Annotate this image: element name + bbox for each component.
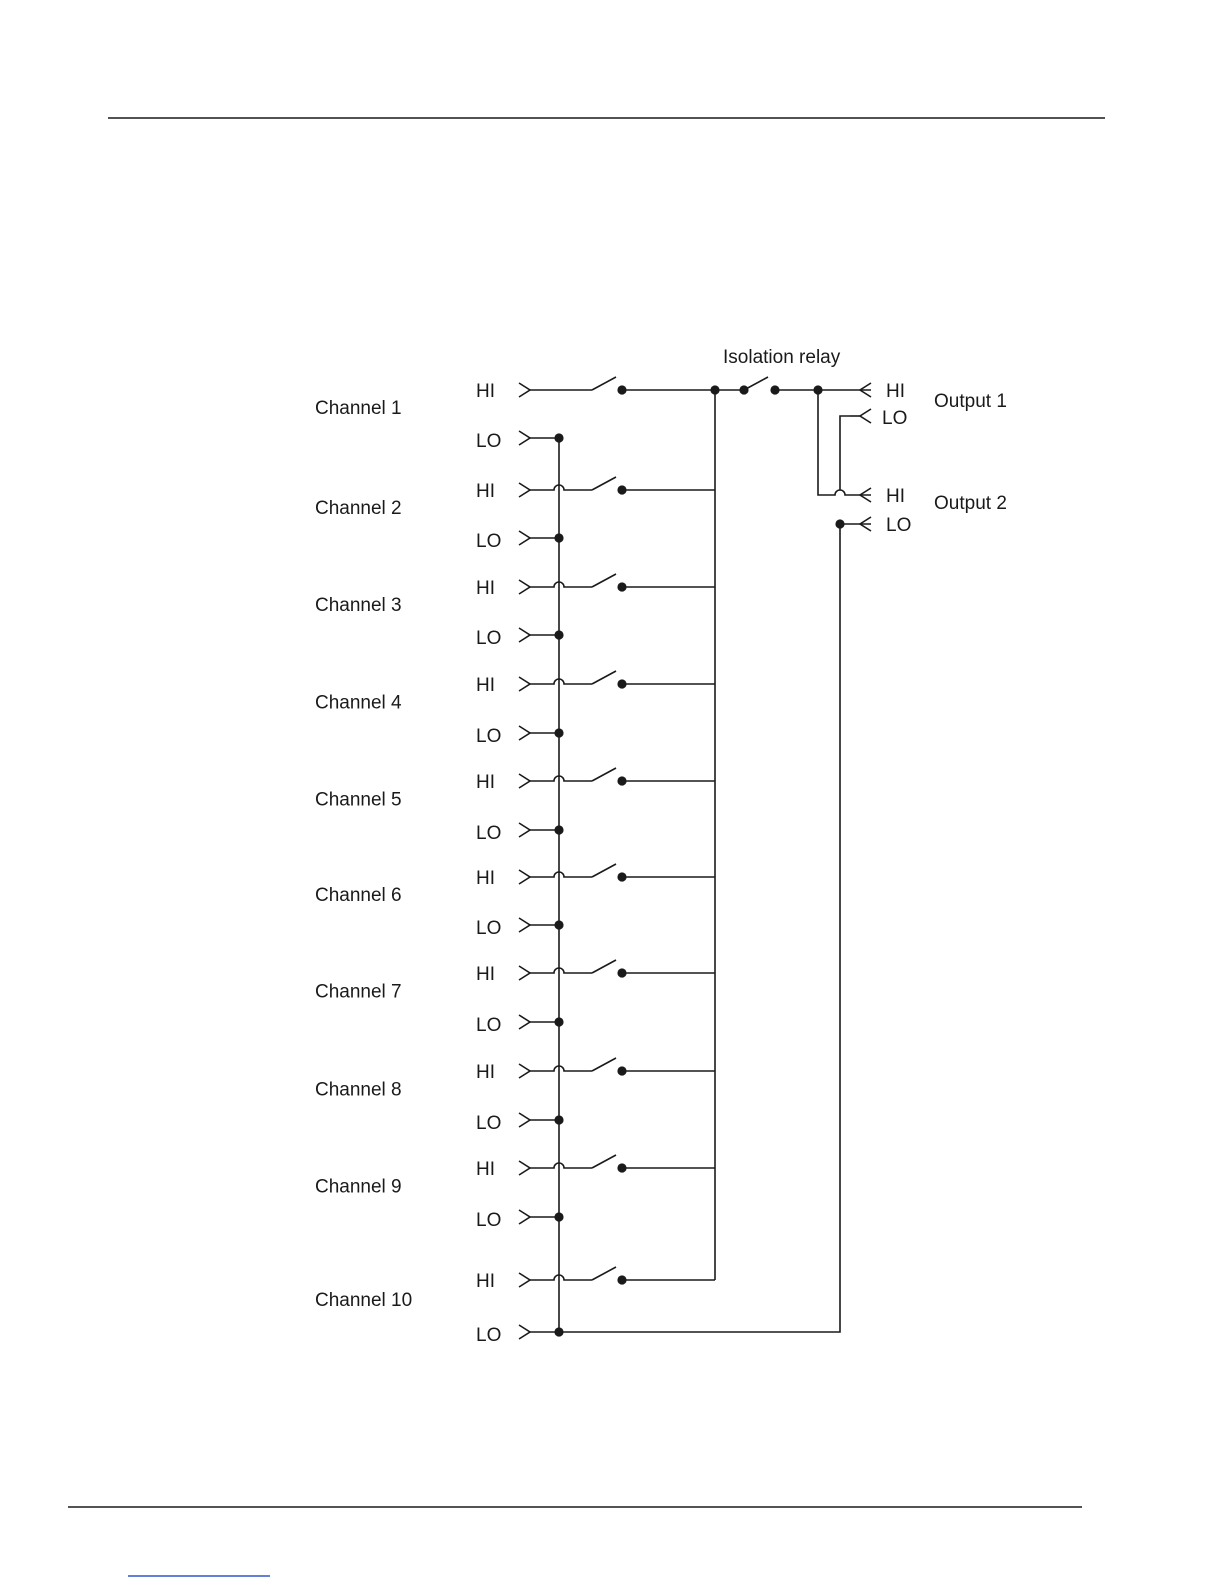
channel-label: Channel 8 bbox=[315, 1079, 402, 1101]
output1-lo-spur bbox=[840, 416, 850, 490]
hi-terminal-chevron-icon bbox=[519, 1064, 530, 1078]
channel-2 bbox=[315, 477, 715, 552]
hi-terminal-label: HI bbox=[476, 578, 495, 599]
hi-terminal-chevron-icon bbox=[519, 677, 530, 691]
lo-terminal-chevron-icon bbox=[519, 1113, 530, 1127]
lo-terminal-label: LO bbox=[476, 1015, 502, 1036]
lo-terminal-label: LO bbox=[476, 726, 502, 747]
channel-relay-switch bbox=[592, 477, 616, 490]
channel-relay-switch bbox=[592, 768, 616, 781]
hi-terminal-label: HI bbox=[476, 772, 495, 793]
lo-return-wire bbox=[559, 524, 840, 1332]
hi-wire bbox=[530, 968, 592, 973]
buses-layer bbox=[559, 385, 840, 1332]
channel-label: Channel 10 bbox=[315, 1290, 413, 1311]
hi-terminal-chevron-icon bbox=[519, 966, 530, 980]
output2-hi-label: HI bbox=[886, 486, 905, 507]
lo-terminal-chevron-icon bbox=[519, 823, 530, 837]
hi-wire bbox=[530, 582, 592, 587]
hi-terminal-label: HI bbox=[476, 675, 495, 696]
lo-terminal-label: LO bbox=[476, 628, 502, 649]
hi-wire bbox=[530, 679, 592, 684]
hi-wire bbox=[530, 1275, 592, 1280]
lo-terminal-chevron-icon bbox=[519, 531, 530, 545]
channel-1 bbox=[315, 377, 715, 452]
hi-terminal-chevron-icon bbox=[519, 1273, 530, 1287]
hi-terminal-label: HI bbox=[476, 1271, 495, 1292]
lo-terminal-label: LO bbox=[476, 1113, 502, 1134]
hi-terminal-chevron-icon bbox=[519, 870, 530, 884]
channel-label: Channel 4 bbox=[315, 692, 402, 714]
lo-terminal-chevron-icon bbox=[519, 1325, 530, 1339]
channel-relay-switch bbox=[592, 864, 616, 877]
lo-terminal-chevron-icon bbox=[519, 431, 530, 445]
lo-terminal-label: LO bbox=[476, 1210, 502, 1231]
channel-relay-switch bbox=[592, 671, 616, 684]
hi-terminal-chevron-icon bbox=[519, 483, 530, 497]
output2-label: Output 2 bbox=[934, 493, 1007, 514]
hi-terminal-chevron-icon bbox=[519, 774, 530, 788]
channel-label: Channel 2 bbox=[315, 498, 402, 519]
lo-terminal-label: LO bbox=[476, 531, 502, 552]
lo-terminal-chevron-icon bbox=[519, 726, 530, 740]
hi-wire bbox=[530, 1066, 592, 1071]
channel-label: Channel 9 bbox=[315, 1176, 402, 1198]
channel-label: Channel 1 bbox=[315, 398, 402, 419]
channel-3 bbox=[315, 574, 715, 649]
hi-terminal-label: HI bbox=[476, 1062, 495, 1083]
hi-wire bbox=[530, 872, 592, 877]
channel-label: Channel 7 bbox=[315, 981, 402, 1003]
channel-8 bbox=[315, 1058, 715, 1134]
lo-terminal-label: LO bbox=[476, 823, 502, 844]
channel-5 bbox=[315, 768, 715, 844]
channel-label: Channel 5 bbox=[315, 789, 402, 811]
channel-relay-switch bbox=[592, 574, 616, 587]
channel-6 bbox=[315, 864, 715, 939]
channel-label: Channel 6 bbox=[315, 885, 402, 906]
hi-terminal-label: HI bbox=[476, 481, 495, 502]
output1-lo-label: LO bbox=[882, 408, 908, 429]
channel-relay-switch bbox=[592, 960, 616, 973]
lo-terminal-chevron-icon bbox=[519, 1210, 530, 1224]
isolation-relay-label: Isolation relay bbox=[723, 347, 841, 368]
hi-wire bbox=[530, 776, 592, 781]
channel-label: Channel 3 bbox=[315, 595, 402, 616]
output2-hi-wire bbox=[818, 390, 871, 495]
lo-terminal-chevron-icon bbox=[519, 1015, 530, 1029]
channel-4 bbox=[315, 671, 715, 747]
output-section bbox=[715, 347, 1007, 536]
hi-wire bbox=[530, 485, 592, 490]
output2-lo-node bbox=[835, 519, 844, 528]
hi-terminal-chevron-icon bbox=[519, 580, 530, 594]
isolation-relay-switch bbox=[744, 377, 768, 390]
channel-10 bbox=[315, 1267, 715, 1346]
channel-9 bbox=[315, 1155, 715, 1231]
output1-label: Output 1 bbox=[934, 391, 1007, 412]
hi-wire bbox=[530, 1163, 592, 1168]
hi-terminal-chevron-icon bbox=[519, 1161, 530, 1175]
hi-terminal-label: HI bbox=[476, 868, 495, 889]
hi-terminal-label: HI bbox=[476, 381, 495, 402]
channel-relay-switch bbox=[592, 377, 616, 390]
channel-relay-switch bbox=[592, 1155, 616, 1168]
channels-layer bbox=[315, 377, 715, 1346]
channel-7 bbox=[315, 960, 715, 1036]
channel-relay-switch bbox=[592, 1267, 616, 1280]
output1-hi-label: HI bbox=[886, 381, 905, 402]
hi-terminal-label: HI bbox=[476, 964, 495, 985]
lo-terminal-label: LO bbox=[476, 431, 502, 452]
hi-terminal-chevron-icon bbox=[519, 383, 530, 397]
channel-relay-switch bbox=[592, 1058, 616, 1071]
output2-lo-label: LO bbox=[886, 515, 912, 536]
lo-terminal-chevron-icon bbox=[519, 918, 530, 932]
hi-terminal-label: HI bbox=[476, 1159, 495, 1180]
lo-terminal-chevron-icon bbox=[519, 628, 530, 642]
output1-lo-chevron-icon bbox=[860, 409, 871, 423]
lo-terminal-label: LO bbox=[476, 1325, 502, 1346]
lo-terminal-label: LO bbox=[476, 918, 502, 939]
